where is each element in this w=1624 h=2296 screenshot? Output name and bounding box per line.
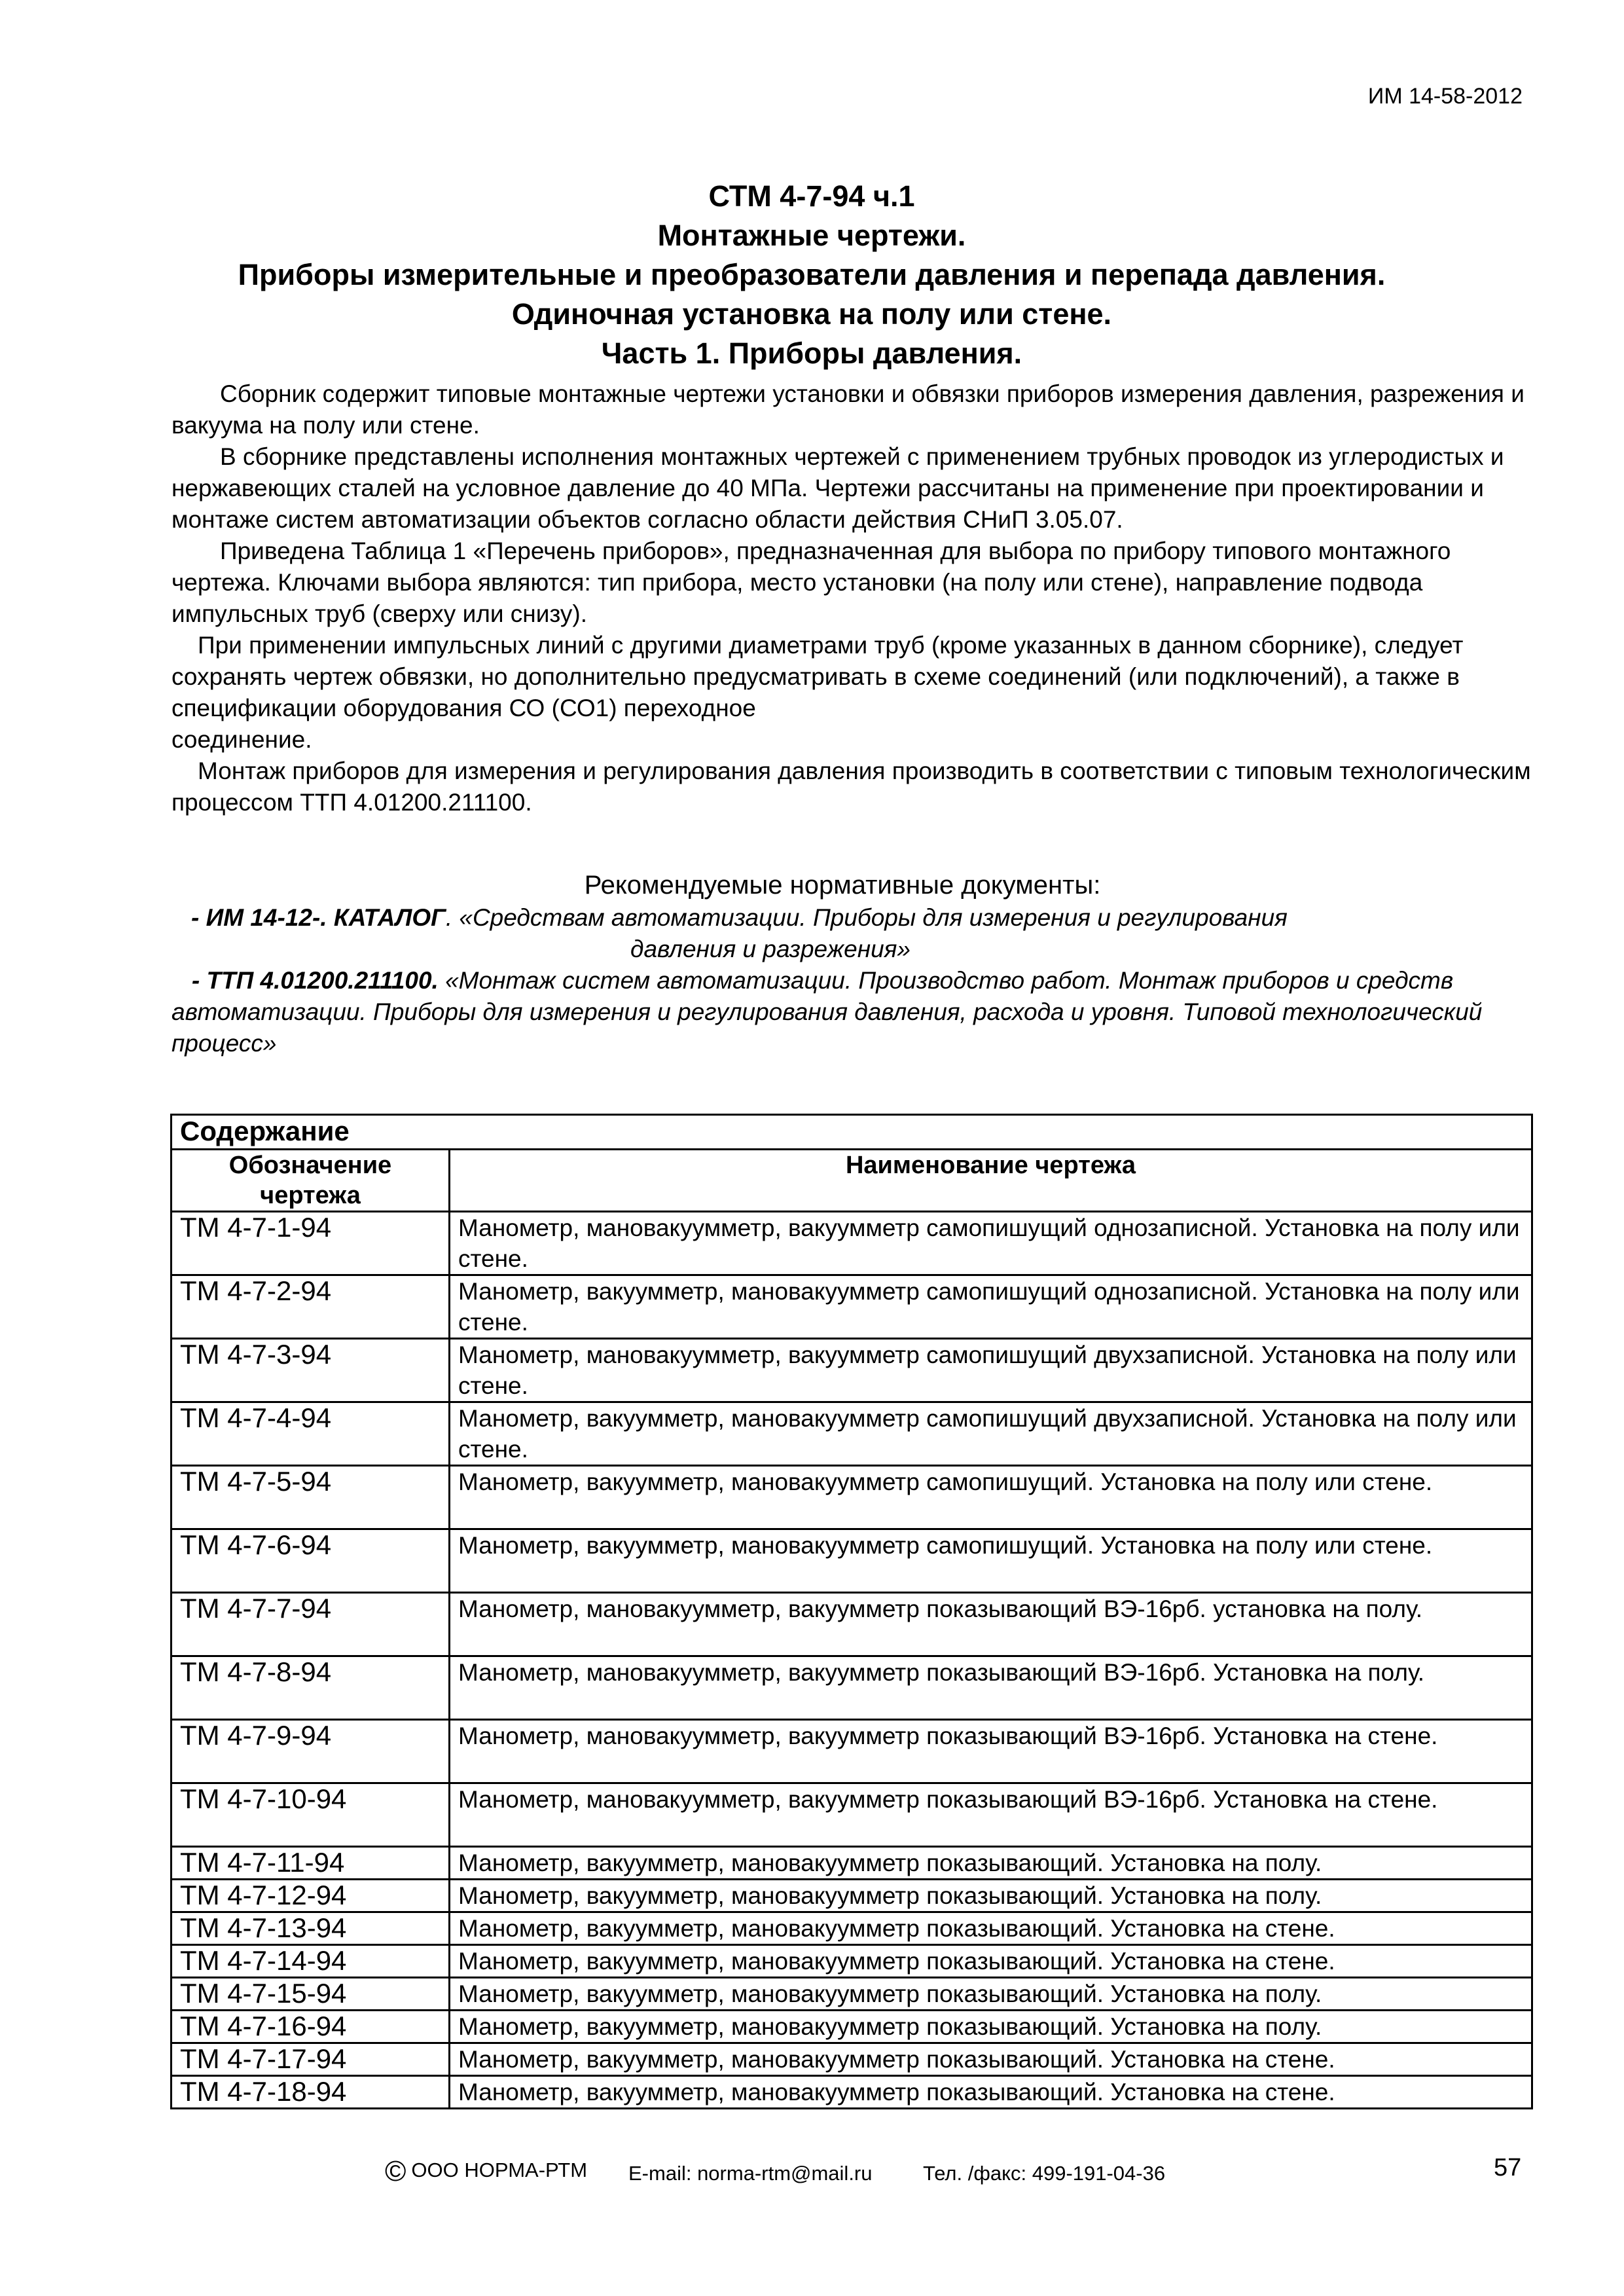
drawing-code: ТМ 4-7-17-94 bbox=[171, 2043, 450, 2076]
drawing-name: Манометр, вакуумметр, мановакуумметр самопишущий двухзаписной. Установка на полу или стене. bbox=[450, 1402, 1532, 1466]
drawing-name: Манометр, мановакуумметр, вакуумметр показывающий ВЭ-16рб. Установка на стене. bbox=[450, 1783, 1532, 1847]
paragraph: Сборник содержит типовые монтажные чертежи установки и обвязки приборов измерения давления, разрежения и вакуума на полу или стене. bbox=[171, 380, 1525, 439]
title-line: Приборы измерительные и преобразователи давления и перепада давления. bbox=[238, 258, 1386, 291]
drawing-name: Манометр, мановакуумметр, вакуумметр самопишущий однозаписной. Установка на полу или стене. bbox=[450, 1212, 1532, 1275]
paragraph: При применении импульсных линий с другими диаметрами труб (кроме указанных в данном сборнике), следует сохранять чертеж обвязки, но дополнительно предусматривать в схеме соединений (или подключений), а также в спецификации оборудования СО (СО1) переходное bbox=[171, 632, 1464, 721]
drawing-code: ТМ 4-7-1-94 bbox=[171, 1212, 450, 1275]
footer-email: E-mail: norma-rtm@mail.ru bbox=[628, 2162, 873, 2185]
recommended-item-text: «Монтаж систем автоматизации. Производство работ. Монтаж приборов и средств автоматизации. Приборы для измерения и регулирования давления, расхода и уровня. Типовой технологический процесс» bbox=[171, 967, 1483, 1057]
drawing-code: ТМ 4-7-10-94 bbox=[171, 1783, 450, 1847]
contents-caption: Содержание bbox=[171, 1115, 1532, 1150]
table-row bbox=[171, 1945, 1532, 1978]
drawing-name: Манометр, вакуумметр, мановакуумметр самопишущий. Установка на полу или стене. bbox=[450, 1466, 1532, 1529]
drawing-code: ТМ 4-7-6-94 bbox=[171, 1529, 450, 1593]
drawing-name: Манометр, мановакуумметр, вакуумметр самопишущий двухзаписной. Установка на полу или стене. bbox=[450, 1339, 1532, 1402]
recommended-item-code: - ТТП 4.01200.211100. bbox=[191, 967, 439, 994]
drawing-code: ТМ 4-7-9-94 bbox=[171, 1720, 450, 1783]
column-header-code: Обозначение чертежа bbox=[171, 1150, 450, 1212]
drawing-code: ТМ 4-7-2-94 bbox=[171, 1275, 450, 1339]
paragraph: Приведена Таблица 1 «Перечень приборов», предназначенная для выбора по прибору типового монтажного чертежа. Ключами выбора являются: тип прибора, место установки (на полу или стене), направление подвода импульсных труб (сверху или снизу). bbox=[171, 538, 1451, 627]
document-code: ИМ 14-58-2012 bbox=[1367, 84, 1523, 109]
footer-copyright bbox=[385, 2155, 587, 2188]
recommended-heading: Рекомендуемые нормативные документы: bbox=[584, 871, 1101, 900]
drawing-code: ТМ 4-7-14-94 bbox=[171, 1945, 450, 1978]
column-header-name: Наименование чертежа bbox=[450, 1150, 1532, 1212]
table-row bbox=[171, 1275, 1532, 1339]
drawing-name: Манометр, вакуумметр, мановакуумметр показывающий. Установка на полу. bbox=[450, 1847, 1532, 1880]
drawing-name: Манометр, мановакуумметр, вакуумметр показывающий ВЭ-16рб. Установка на полу. bbox=[450, 1656, 1532, 1720]
copyright-icon: © bbox=[385, 2155, 406, 2187]
table-row bbox=[171, 1978, 1532, 2011]
contents-table bbox=[170, 1114, 1533, 2109]
table-row bbox=[171, 1339, 1532, 1402]
table-row bbox=[171, 1720, 1532, 1783]
table-row bbox=[171, 1212, 1532, 1275]
table-row bbox=[171, 2011, 1532, 2043]
footer-company: ООО НОРМА-РТМ bbox=[411, 2159, 588, 2181]
table-row bbox=[171, 1847, 1532, 1880]
title-line: Одиночная установка на полу или стене. bbox=[511, 297, 1112, 331]
drawing-name: Манометр, вакуумметр, мановакуумметр показывающий. Установка на стене. bbox=[450, 2043, 1532, 2076]
drawing-name: Манометр, вакуумметр, мановакуумметр самопишущий. Установка на полу или стене. bbox=[450, 1529, 1532, 1593]
table-row bbox=[171, 1466, 1532, 1529]
body-text bbox=[171, 378, 1533, 818]
drawing-name: Манометр, вакуумметр, мановакуумметр показывающий. Установка на полу. bbox=[450, 1978, 1532, 2011]
title-line: СТМ 4-7-94 ч.1 bbox=[708, 179, 915, 213]
table-row bbox=[171, 1912, 1532, 1945]
drawing-code: ТМ 4-7-3-94 bbox=[171, 1339, 450, 1402]
table-row bbox=[171, 1593, 1532, 1656]
drawing-code: ТМ 4-7-5-94 bbox=[171, 1466, 450, 1529]
contents-header-row bbox=[171, 1150, 1532, 1212]
drawing-name: Манометр, вакуумметр, мановакуумметр показывающий. Установка на стене. bbox=[450, 1945, 1532, 1978]
table-row bbox=[171, 2043, 1532, 2076]
table-row bbox=[171, 1783, 1532, 1847]
drawing-code: ТМ 4-7-13-94 bbox=[171, 1912, 450, 1945]
title-line: Монтажные чертежи. bbox=[657, 219, 966, 252]
drawing-name: Манометр, вакуумметр, мановакуумметр показывающий. Установка на полу. bbox=[450, 1880, 1532, 1912]
drawing-code: ТМ 4-7-8-94 bbox=[171, 1656, 450, 1720]
table-row bbox=[171, 1880, 1532, 1912]
recommended-item bbox=[171, 902, 1533, 934]
table-row bbox=[171, 1529, 1532, 1593]
drawing-name: Манометр, вакуумметр, мановакуумметр самопишущий однозаписной. Установка на полу или стене. bbox=[450, 1275, 1532, 1339]
drawing-name: Манометр, вакуумметр, мановакуумметр показывающий. Установка на стене. bbox=[450, 1912, 1532, 1945]
recommended-list bbox=[171, 902, 1533, 1059]
table-row bbox=[171, 1656, 1532, 1720]
paragraph: соединение. bbox=[171, 726, 312, 753]
title-line: Часть 1. Приборы давления. bbox=[601, 337, 1022, 370]
drawing-code: ТМ 4-7-15-94 bbox=[171, 1978, 450, 2011]
drawing-code: ТМ 4-7-7-94 bbox=[171, 1593, 450, 1656]
recommended-item bbox=[171, 965, 1533, 1059]
title-block bbox=[170, 177, 1453, 373]
footer-phone: Тел. /факс: 499-191-04-36 bbox=[923, 2162, 1166, 2185]
drawing-name: Манометр, вакуумметр, мановакуумметр показывающий. Установка на полу. bbox=[450, 2011, 1532, 2043]
table-row bbox=[171, 2076, 1532, 2109]
drawing-code: ТМ 4-7-11-94 bbox=[171, 1847, 450, 1880]
drawing-code: ТМ 4-7-16-94 bbox=[171, 2011, 450, 2043]
paragraph: Монтаж приборов для измерения и регулирования давления производить в соответствии с типовым технологическим процессом ТТП 4.01200.211100. bbox=[171, 757, 1531, 816]
drawing-code: ТМ 4-7-12-94 bbox=[171, 1880, 450, 1912]
page-number: 57 bbox=[1494, 2154, 1522, 2181]
drawing-name: Манометр, мановакуумметр, вакуумметр показывающий ВЭ-16рб. установка на полу. bbox=[450, 1593, 1532, 1656]
drawing-name: Манометр, вакуумметр, мановакуумметр показывающий. Установка на стене. bbox=[450, 2076, 1532, 2109]
recommended-item-text: . «Средствам автоматизации. Приборы для измерения и регулирования bbox=[445, 904, 1288, 931]
recommended-item-code: - ИМ 14-12-. КАТАЛОГ bbox=[191, 904, 446, 931]
table-row bbox=[171, 1402, 1532, 1466]
drawing-name: Манометр, мановакуумметр, вакуумметр показывающий ВЭ-16рб. Установка на стене. bbox=[450, 1720, 1532, 1783]
paragraph: В сборнике представлены исполнения монтажных чертежей с применением трубных проводок из углеродистых и нержавеющих сталей на условное давление до 40 МПа. Чертежи рассчитаны на применение при проектировании и монтаже систем автоматизации объектов согласно области действия СНиП 3.05.07. bbox=[171, 443, 1504, 533]
contents-caption-row bbox=[171, 1115, 1532, 1150]
drawing-code: ТМ 4-7-4-94 bbox=[171, 1402, 450, 1466]
drawing-code: ТМ 4-7-18-94 bbox=[171, 2076, 450, 2109]
recommended-item-continuation: давления и разрежения» bbox=[630, 936, 911, 962]
